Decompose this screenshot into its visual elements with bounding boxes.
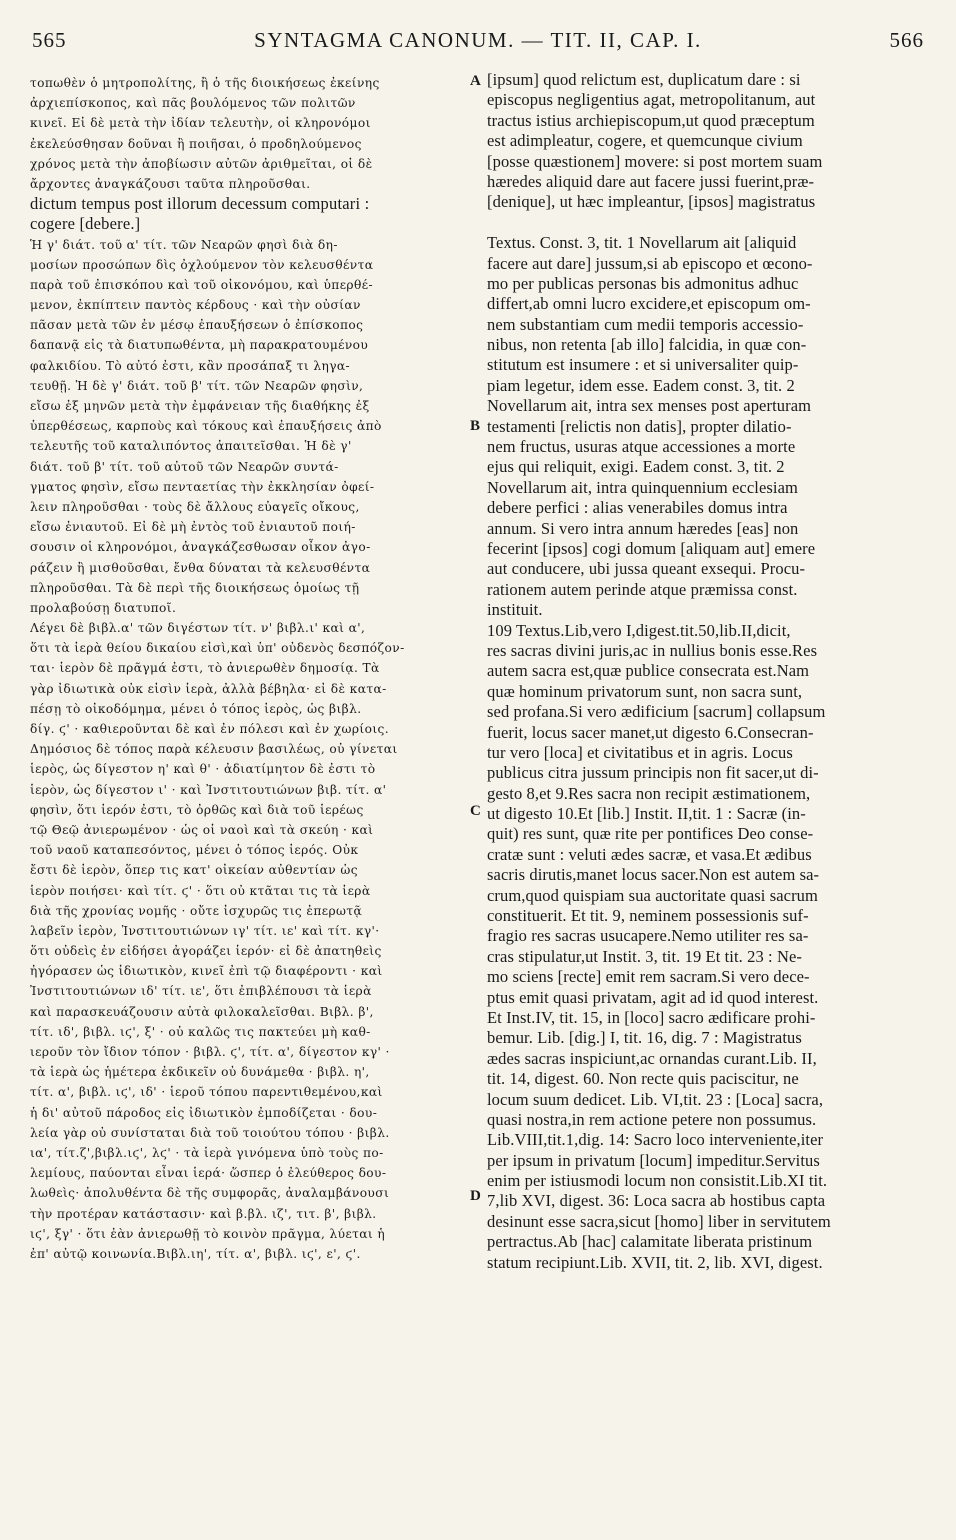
latin-text-line: sacris dirutis,manet locus sacer.Non est autem sa-: [487, 865, 820, 885]
latin-text-line: quit) res sunt, quæ rite per pontifices Deo conse-: [487, 824, 814, 844]
latin-text-line: fecerint [ipsos] cogi domum [aliquam aut] emere: [487, 538, 816, 558]
latin-text-line: Lib.VIII,tit.1,dig. 14: Sacro loco interveniente,iter: [487, 1130, 824, 1150]
greek-text-line: δαπανᾷ εἰς τὰ διατυπωθέντα, μὴ παρακρατουμένου: [30, 338, 369, 353]
latin-text-line: cras stipulatur,ut Instit. 3, tit. 19 Et tit. 23 : Ne-: [487, 946, 802, 966]
latin-text-line: hæredes aliquid dare aut facere jussi fuerint,præ-: [487, 171, 815, 191]
latin-text-line: [487, 213, 927, 233]
greek-text-line: μοσίων προσώπων δὶς ὀχλούμενον τὸν κελευσθέντα: [30, 257, 374, 272]
latin-text-line: ptus emit quasi privatam, agit ad id quod interest.: [487, 987, 819, 1007]
latin-text-line: 7,lib XVI, digest. 36: Loca sacra ab hostibus capta: [487, 1191, 826, 1211]
latin-text-line: enim per istiusmodi locum non consistit.Lib.XI tit.: [487, 1171, 828, 1191]
latin-text-line: tur vero [loca] et civitatibus et in agris. Locus: [487, 742, 793, 762]
greek-text-line: λαβεῖν ἱερὸν, Ἰνστιτουτιώνων ιγ' τίτ. ιε' καὶ τίτ. κγ'·: [30, 923, 380, 938]
latin-text-line: differt,ab omni lucro excidere,et episcopum om-: [487, 294, 811, 314]
greek-text-line: γματος φησὶν, εἴσω πενταετίας τὴν ἐκκλησίαν ὀφεί-: [30, 479, 375, 494]
greek-text-line: ἐκελεύσθησαν δοῦναι ἢ ποιῆσαι, ὁ προδηλούμενος: [30, 136, 362, 151]
greek-text-line: τὴν προτέραν κατάστασιν· καὶ β.βλ. ιζ', τιτ. β', βιβλ.: [30, 1206, 377, 1221]
greek-text-line: ἐπ' αὐτῷ κοινωνία.Βιβλ.ιη', τίτ. α', βιβλ. ιϛ', ε', ϛ'.: [30, 1246, 361, 1261]
greek-text-line: τοπωθὲν ὁ μητροπολίτης, ἢ ὁ τῆς διοικήσεως ἐκείνης: [30, 76, 380, 90]
latin-text-line: 109 Textus.Lib,vero I,digest.tit.50,lib.II,dicit,: [487, 620, 791, 640]
page-number-right: 566: [889, 28, 924, 52]
page-header: [18, 28, 938, 62]
latin-text-line: nem substantiam cum medii temporis accessio-: [487, 314, 804, 334]
greek-text-line: ιϛ', ξγ' · ὅτι ἐὰν ἀνιερωθῇ τὸ κοινὸν πρᾶγμα, λύεται ἡ: [30, 1226, 386, 1241]
latin-text-line: stitutum est insumere : et si universaliter quip-: [487, 355, 799, 375]
latin-text-line: rationem autem perinde atque præmissa const.: [487, 579, 798, 599]
latin-text-line: testamenti [relictis non datis], propter dilatio-: [487, 416, 792, 436]
greek-text-line: ια', τίτ.ζ',βιβλ.ιϛ', λϛ' · τὰ ἱερὰ γινόμενα ὑπὸ τοὺς πο-: [30, 1145, 384, 1160]
latin-text-line: Textus. Const. 3, tit. 1 Novellarum ait [aliquid: [487, 233, 797, 253]
greek-text-line: ἔστι δὲ ἱερὸν, ὅπερ τις κατ' οἰκείαν αὐθεντίαν ὡς: [30, 863, 358, 878]
greek-text-line: Δημόσιος δὲ τόπος παρὰ κέλευσιν βασιλέως, οὐ γίνεται: [30, 742, 398, 757]
greek-text-line: διάτ. τοῦ β' τίτ. τοῦ αὐτοῦ τῶν Νεαρῶν συντά-: [30, 459, 339, 474]
greek-text-line: φαλκιδίου. Τὸ αὐτό ἐστι, κἂν προσάπαξ τι ληγα-: [30, 358, 351, 373]
greek-text-line: ἄρχοντες ἀναγκάζουσι ταῦτα πληροῦσθαι.: [30, 176, 311, 191]
latin-text-line: cratæ sunt : veluti ædes sacræ, et vasa.Et ædibus: [487, 844, 812, 864]
latin-text-line: [posse quæstionem] movere: si post mortem suam: [487, 151, 823, 171]
latin-text-line: constituerit. Et tit. 9, neminem possessionis suf-: [487, 906, 809, 926]
greek-text-line: ὅτι οὐδεὶς ἐν εἰδήσει ἀγοράζει ἱερόν· εἰ δὲ ἀπατηθεὶς: [30, 944, 382, 959]
greek-text-line: λεία γὰρ οὐ συνίσταται διὰ τοῦ τοιούτου τόπου · βιβλ.: [30, 1125, 390, 1140]
latin-text-line: nem fructus, usuras atque accessiones a morte: [487, 437, 796, 457]
greek-text-line: ὅτι τὰ ἱερὰ θείου δικαίου εἰσὶ,καὶ ὑπ' οὐδενὸς δεσπόζον-: [30, 641, 405, 656]
greek-text-line: ὑπερθέσεως, καρποὺς καὶ τόκους καὶ ἐπαυξήσεις ἀπὸ: [30, 419, 382, 434]
greek-text-line: τίτ. ιδ', βιβλ. ιϛ', ξ' · οὐ καλῶς τις πακτεύει μὴ καθ-: [30, 1024, 371, 1039]
greek-text-line: λειν πληροῦσθαι · τοὺς δὲ ἄλλους εὐαγεῖς οἴκους,: [30, 499, 360, 514]
greek-text-line: πᾶσαν μετὰ τῶν ἐν μέσῳ ἐπαυξήσεων ὁ ἐπίσκοπος: [30, 318, 364, 333]
latin-text-line: gesto 8,et 9.Res sacra non recipit æstimationem,: [487, 783, 811, 803]
greek-text-line: τοῦ ναοῦ καταπεσόντος, μένει ὁ τόπος ἱερός. Οὐκ: [30, 843, 359, 858]
latin-text-line: sed profana.Si vero ædificium [sacrum] collapsum: [487, 702, 826, 722]
latin-text-line: mo sciens [recte] emit rem sacram.Si vero dece-: [487, 967, 810, 987]
greek-text-line: φησὶν, ὅτι ἱερόν ἐστι, τὸ ὀρθῶς καὶ διὰ τοῦ ἱερέως: [30, 802, 364, 817]
latin-text-line: bemur. Lib. [dig.] I, tit. 16, dig. 7 : Magistratus: [487, 1028, 802, 1048]
latin-text-line: episcopus negligentius agat, metropolitanum, aut: [487, 90, 816, 110]
greek-text-line: τευθῇ. Ἡ δὲ γ' διάτ. τοῦ β' τίτ. τῶν Νεαρῶν φησὶν,: [30, 378, 364, 393]
greek-text-line: διὰ τῆς χρονίας νομῆς · οὔτε ἰσχυρῶς τις ἐπερωτᾷ: [30, 903, 363, 918]
greek-text-line: Λέγει δὲ βιβλ.α' τῶν διγέστων τίτ. ν' βιβλ.ι' καὶ α',: [30, 621, 366, 636]
greek-text-line: κινεῖ. Εἰ δὲ μετὰ τὴν ἰδίαν τελευτὴν, οἱ κληρονόμοι: [30, 116, 371, 131]
section-marker-d: D: [470, 1188, 481, 1204]
section-marker-b: B: [470, 418, 481, 434]
greek-text-line: σουσιν οἱ κληρονόμοι, ἀναγκάζεσθωσαν οἶκον ἀγο-: [30, 540, 371, 555]
greek-text-line: τελευτῆς τοῦ καταλιπόντος ἀπαιτεῖσθαι. Ἡ δὲ γ': [30, 439, 352, 454]
latin-text-line: [denique], ut hæc impleantur, [ipsos] magistratus: [487, 192, 816, 212]
latin-text-line: statum recipiunt.Lib. XVII, tit. 2, lib. XVI, digest.: [487, 1252, 823, 1272]
greek-text-line: προλαβούσῃ διατυποῖ.: [30, 600, 177, 615]
section-marker-a: A: [470, 73, 481, 89]
greek-text-line: ράζειν ἢ μισθοῦσθαι, ἔνθα δύναται τὰ κελευσθέντα: [30, 560, 371, 575]
greek-text-line: ται· ἱερὸν δὲ πρᾶγμά ἐστι, τὸ ἀνιερωθὲν δημοσίᾳ. Τὰ: [30, 661, 380, 676]
latin-text-line: nibus, non retenta [ab illo] falcidia, in quæ con-: [487, 335, 807, 355]
latin-text-line: quasi nostra,in rem actione petere non possumus.: [487, 1109, 817, 1129]
latin-text-line: res sacras divini juris,ac in nullius bonis esse.Res: [487, 640, 818, 660]
greek-text-line: dictum tempus post illorum decessum computari :: [30, 194, 370, 214]
greek-text-line: πληροῦσθαι. Τὰ δὲ περὶ τῆς διοικήσεως ὁμοίως τῇ: [30, 580, 360, 595]
greek-text-line: ἱερὸν ποιήσει· καὶ τίτ. ϛ' · ὅτι οὐ κτᾶται τις τὰ ἱερὰ: [30, 883, 371, 898]
latin-text-line: ædes sacras inspiciunt,ac ornandas curant.Lib. II,: [487, 1048, 817, 1068]
section-marker-c: C: [470, 803, 481, 819]
greek-text-line: τὰ ἱερὰ ὡς ἡμέτερα ἐκδικεῖν οὐ δυνάμεθα · βιβλ. η',: [30, 1065, 370, 1080]
greek-text-line: παρὰ τοῦ ἐπισκόπου καὶ τοῦ οἰκονόμου, καὶ ὑπερθέ-: [30, 277, 373, 292]
latin-text-line: instituit.: [487, 600, 543, 620]
greek-text-line: ἠγόρασεν ὡς ἰδιωτικὸν, κινεῖ ἐπὶ τῷ διαφέροντι · καὶ: [30, 964, 383, 979]
latin-text-line: annum. Si vero intra annum hæredes [eas] non: [487, 518, 799, 538]
greek-text-line: χρόνος μετὰ τὴν ἀποβίωσιν αὐτῶν ἀριθμεῖται, οἱ δὲ: [30, 156, 373, 171]
latin-text-line: ut digesto 10.Et [lib.] Instit. II,tit. 1 : Sacræ (in-: [487, 804, 806, 824]
greek-text-line: λεμίους, παύονται εἶναι ἱερά· ὥσπερ ὁ ἐλεύθερος δου-: [30, 1166, 387, 1181]
greek-text-line: δίγ. ϛ' · καθιεροῦνται δὲ καὶ ἐν πόλεσι καὶ ἐν χωρίοις.: [30, 722, 390, 736]
latin-text-line: autem sacra est,quæ publice consecrata est.Nam: [487, 661, 810, 681]
greek-text-line: ἱερὸν, ὡς δίγεστον ι' · καὶ Ἰνστιτουτιώνων βιβ. τίτ. α': [30, 782, 387, 797]
greek-text-line: λωθεὶς· ἀπολυθέντα δὲ τῆς συμφορᾶς, ἀναλαμβάνουσι: [30, 1186, 390, 1201]
latin-text-line: Novellarum ait, intra sex menses post aperturam: [487, 396, 812, 416]
greek-text-line: ιεροῦν τὸν ἴδιον τόπον · βιβλ. ϛ', τίτ. α', δίγεστον κγ' ·: [30, 1045, 390, 1059]
greek-text-line: μενον, ἐκπίπτειν παντὸς κέρδους · καὶ τὴν οὐσίαν: [30, 298, 361, 313]
greek-text-line: εἴσω ἐνιαυτοῦ. Εἰ δὲ μὴ ἐντὸς τοῦ ἐνιαυτοῦ ποιή-: [30, 520, 356, 535]
latin-text-line: crum,quod quispiam sua auctoritate quasi sacrum: [487, 885, 818, 905]
greek-text-line: τίτ. α', βιβλ. ιϛ', ιδ' · ἱεροῦ τόπου παρεντιθεμένου,καὶ: [30, 1085, 383, 1100]
running-title: SYNTAGMA CANONUM. — TIT. II, CAP. I.: [254, 28, 702, 52]
greek-text-column: [30, 73, 470, 1264]
page-number-left: 565: [32, 28, 67, 52]
latin-text-line: fuerit, locus sacer manet,ut digesto 6.Consecran-: [487, 722, 814, 742]
greek-text-line: πέσῃ τὸ οἰκοδόμημα, μένει ὁ τόπος ἱερὸς, ὡς βιβλ.: [30, 701, 362, 716]
latin-text-line: debere perfici : alias venerabiles domus intra: [487, 498, 788, 518]
latin-text-line: publicus citra jussum principis non fit sacer,ut di-: [487, 763, 819, 783]
latin-text-line: facere aut dare] jussum,si ab episcopo et œcono-: [487, 253, 813, 273]
greek-text-line: εἴσω ἐξ μηνῶν μετὰ τὴν ἐμφάνειαν τῆς διαθήκης ἐξ: [30, 399, 370, 413]
greek-text-line: Ἰνστιτουτιώνων ιδ' τίτ. ιε', ὅτι ἐπιβλέπουσι τὰ ἱερὰ: [30, 984, 372, 999]
latin-text-line: per ipsum in privatum [locum] impeditur.Servitus: [487, 1150, 820, 1170]
greek-text-line: cogere [debere.]: [30, 214, 141, 234]
latin-text-line: tit. 14, digest. 60. Non recte quis paciscitur, ne: [487, 1069, 799, 1089]
greek-text-line: ἀρχιεπίσκοπος, καὶ πᾶς βουλόμενος τῶν πολιτῶν: [30, 96, 356, 111]
latin-text-line: quæ hominum privatorum sunt, non sacra sunt,: [487, 681, 803, 701]
greek-text-line: ἡ δι' αὐτοῦ πάροδος εἰς ἰδιωτικὸν ἐμποδίζεται · δου-: [30, 1105, 378, 1120]
latin-text-line: Novellarum ait, intra quinquennium ecclesiam: [487, 477, 798, 497]
latin-text-line: desinunt esse sacra,sicut [homo] liber in servitutem: [487, 1211, 831, 1231]
greek-text-line: τῷ Θεῷ ἀνιερωμένον · ὡς οἱ ναοὶ καὶ τὰ σκεύη · καὶ: [30, 822, 374, 837]
latin-text-line: est adimpleatur, cogere, et quemcunque civium: [487, 131, 803, 151]
latin-text-line: locum suum dedicet. Lib. VI,tit. 23 : [Loca] sacra,: [487, 1089, 824, 1109]
latin-text-line: tractus istius archiepiscopum,ut quod præceptum: [487, 110, 815, 130]
latin-text-line: piam legetur, idem esse. Eadem const. 3, tit. 2: [487, 375, 795, 395]
latin-text-column: [487, 70, 927, 1273]
latin-text-line: ejus qui reliquit, exigi. Eadem const. 3, tit. 2: [487, 457, 785, 477]
greek-text-line: Ἡ γ' διάτ. τοῦ α' τίτ. τῶν Νεαρῶν φησὶ διὰ δη-: [30, 237, 338, 252]
greek-text-line: καὶ παρασκευάζουσιν αὐτὰ φιλοκαλεῖσθαι. Βιβλ. β',: [30, 1004, 374, 1019]
latin-text-line: mo per publicas personas bis admonitus adhuc: [487, 273, 799, 293]
greek-text-line: γὰρ ἰδιωτικὰ οὐκ εἰσὶν ἱερὰ, ἀλλὰ βέβηλα· εἰ δὲ κατα-: [30, 681, 387, 696]
latin-text-line: Et Inst.IV, tit. 15, in [loco] sacro ædificare prohi-: [487, 1007, 816, 1027]
latin-text-line: [ipsum] quod relictum est, duplicatum dare : si: [487, 70, 801, 89]
latin-text-line: aut conducere, ubi jussa queant exsequi. Procu-: [487, 559, 806, 579]
latin-text-line: fragio res sacras usucapere.Nemo utiliter res sa-: [487, 926, 809, 946]
greek-text-line: ἱερὸς, ὡς δίγεστον η' καὶ θ' · ἀδιατίμητον δὲ ἐστι τὸ: [30, 762, 376, 777]
latin-text-line: pertractus.Ab [hac] calamitate liberata pristinum: [487, 1232, 813, 1252]
